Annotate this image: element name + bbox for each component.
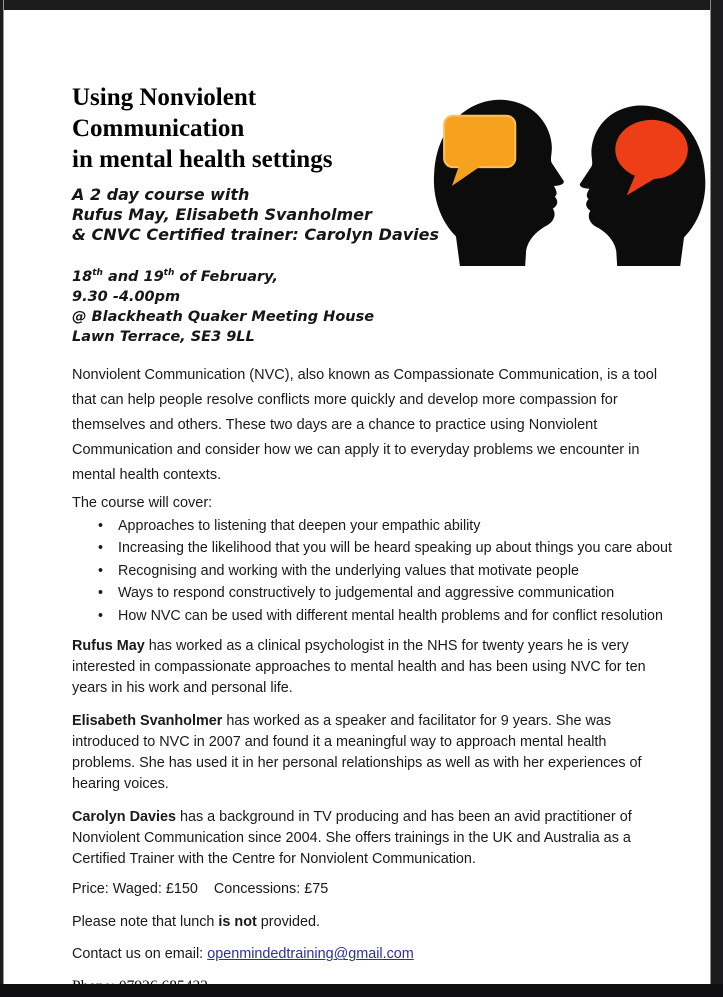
intro-paragraph: Nonviolent Communication (NVC), also known as Compassionate Communication, is a tool that can help people resolve conflicts more quickly and develop more compassion for themselves and others. These two days are a chance to practice using Nonviolent Communication and consider how we can apply it to everyday problems we encounter in mental health contexts. — [72, 366, 658, 483]
viewer-frame-left — [0, 0, 4, 984]
course-list-heading: The course will cover: — [72, 494, 213, 511]
bullet-icon: • — [98, 540, 104, 557]
email-link[interactable]: openmindedtraining@gmail.com — [207, 946, 414, 963]
bio-carolyn-davies: Carolyn Davies has a background in TV producing and has been an avid practitioner of Nonviolent Communication since 2004. She offers trainings in the UK and Australia as a Certified Trainer with the Centre for Nonviolent Communication. — [72, 809, 632, 868]
course-topic-item: • Ways to respond constructively to judgemental and aggressive communication — [72, 582, 664, 605]
bullet-icon: • — [98, 607, 104, 624]
schedule-venue: @ Blackheath Quaker Meeting House — [72, 308, 375, 325]
flyer-content — [72, 70, 672, 997]
subtitle-line: Rufus May, Elisabeth Svanholmer — [72, 205, 372, 224]
course-subtitle — [72, 185, 664, 245]
schedule-block — [72, 263, 664, 347]
viewer-frame-top — [0, 0, 723, 10]
bio-elisabeth-svanholmer: Elisabeth Svanholmer has worked as a speaker and facilitator for 9 years. She was introduced to NVC in 2007 and found it a meaningful way to approach mental health problems. She has used it in her personal relationships as well as with her experiences of hearing voices. — [72, 713, 642, 793]
lunch-note: Please note that lunch is not provided. — [72, 914, 320, 931]
page-title — [72, 70, 664, 175]
course-topics-list — [72, 515, 672, 628]
bullet-icon: • — [98, 517, 104, 534]
title-line: Using Nonviolent — [72, 84, 257, 111]
bullet-icon: • — [98, 585, 104, 602]
bio-name: Carolyn Davies — [72, 809, 176, 826]
title-line: in mental health settings — [72, 146, 333, 173]
course-topic-item: • Recognising and working with the underlying values that motivate people — [72, 560, 664, 583]
price-waged: Price: Waged: £150 — [72, 881, 198, 898]
subtitle-line: A 2 day course with — [72, 185, 250, 204]
schedule-time: 9.30 -4.00pm — [72, 288, 181, 305]
course-topic-item: • Increasing the likelihood that you will be heard speaking up about things you care about — [72, 537, 664, 560]
contact-line: Contact us on email: openmindedtraining@gmail.com — [72, 946, 414, 963]
subtitle-line: & CNVC Certified trainer: Carolyn Davies — [72, 225, 440, 244]
price-line — [72, 879, 664, 899]
bullet-icon: • — [98, 562, 104, 579]
bio-rufus-may: Rufus May has worked as a clinical psychologist in the NHS for twenty years he is very interested in compassionate approaches to mental health and has been using NVC for ten years in his work and personal life. — [72, 638, 646, 697]
viewer-frame-right — [710, 0, 723, 984]
course-topic-item: • Approaches to listening that deepen your empathic ability — [72, 515, 664, 538]
bio-name: Rufus May — [72, 638, 145, 655]
price-concessions: Concessions: £75 — [213, 881, 329, 898]
schedule-date: 18th and 19th of February, — [72, 268, 278, 285]
bio-name: Elisabeth Svanholmer — [72, 713, 223, 730]
course-topic-item: • How NVC can be used with different mental health problems and for conflict resolution — [72, 605, 664, 628]
title-line: Communication — [72, 115, 245, 142]
phone-line: Phone: 07926 685432 — [72, 978, 209, 996]
schedule-address: Lawn Terrace, SE3 9LL — [72, 328, 255, 345]
lunch-emphasis: is not — [218, 914, 257, 931]
